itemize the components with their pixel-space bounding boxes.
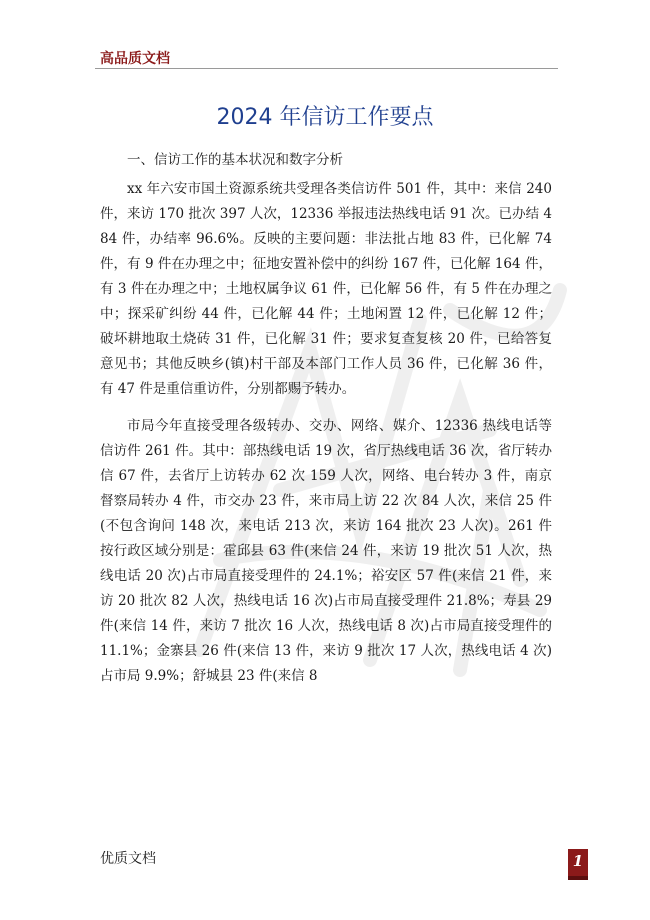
document-body (100, 148, 552, 689)
document-title: 2024 年信访工作要点 (216, 105, 434, 130)
page-number: 1 (572, 852, 584, 870)
page-number-badge (568, 849, 588, 876)
body-paragraph: xx 年六安市国土资源系统共受理各类信访件 501 件，其中：来信 240 件，来访 170 批次 397 人次，12336 举报违法热线电话 91 次。已办结 484 件，办结率 96.6%。反映的主要问题：非法批占地 83 件，已化解 74 件，有 9 件在办理之中；征地安置补偿中的纠纷 167 件，已化解 164 件，有 3 件在办理之中；土地权属争议 61 件，已化解 56 件，有 5 件在办理之中；探采矿纠纷 44 件，已化解 44 件；土地闲置 12 件，已化解 12 件；破坏耕地取土烧砖 31 件，已化解 31 件；要求复查复核 20 件，已给答复意见书；其他反映乡(镇)村干部及本部门工作人员 36 件，已化解 36 件，有 47 件是重信重访件，分别都赐予转办。 (100, 181, 552, 397)
section-heading: 一、信访工作的基本状况和数字分析 (127, 152, 343, 168)
header-label: 高品质文档 (100, 51, 170, 67)
footer-label: 优质文档 (100, 851, 156, 867)
body-paragraph: 市局今年直接受理各级转办、交办、网络、媒介、12336 热线电话等信访件 261 件。其中：部热线电话 19 次，省厅热线电话 36 次，省厅转办信 67 件，去省厅上访转办 62 次 159 人次，网络、电台转办 3 件，南京督察局转办 4 件，市交办 23 件，来市局上访 22 次 84 人次，来信 25 件(不包含询问 148 次，来电话 213 次，来访 164 批次 23 人次)。261 件按行政区域分别是：霍邱县 63 件(来信 24 件，来访 19 批次 51 人次，热线电话 20 次)占市局直接受理件的 24.1%；裕安区 57 件(来信 21 件，来访 20 批次 82 人次，热线电话 16 次)占市局直接受理件 21.8%；寿县 29 件(来信 14 件，来访 7 批次 16 人次，热线电话 8 次)占市局直接受理件的 11.1%；金寨县 26 件(来信 13 件，来访 9 批次 17 人次，热线电话 4 次)占市局 9.9%；舒城县 23 件(来信 8 (100, 418, 552, 684)
header-divider (95, 68, 558, 69)
